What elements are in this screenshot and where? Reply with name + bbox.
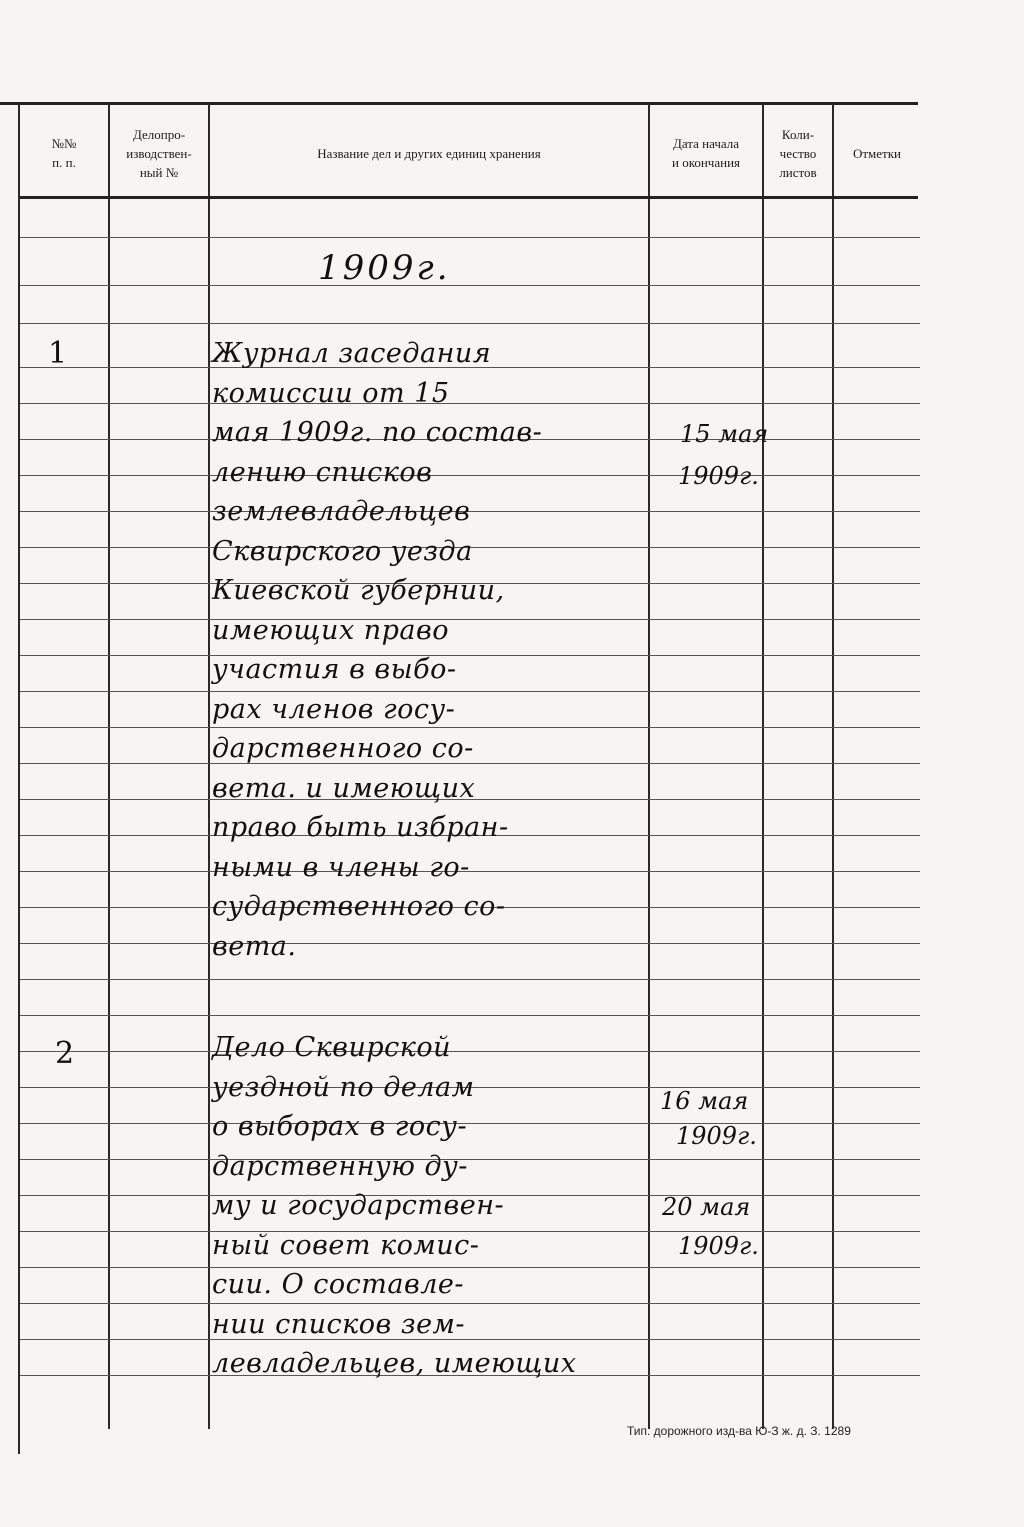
description-line: Журнал заседания — [212, 338, 492, 369]
ruled-line — [20, 1159, 920, 1160]
description-line: Сквирского уезда — [212, 535, 473, 567]
description-line: уездной по делам — [212, 1071, 475, 1103]
ruled-line — [20, 619, 920, 620]
header-sheet-count: Коли- чество листов — [779, 126, 817, 180]
header-title: Название дел и других единиц хранения — [317, 145, 541, 161]
ruled-line — [20, 1123, 920, 1124]
entry-number: 2 — [55, 1036, 75, 1071]
printer-imprint: Тип. дорожного изд-ва Ю-З ж. д. З. 1289 — [627, 1424, 851, 1438]
description-line: левладельцев, имеющих — [212, 1348, 577, 1379]
entry-date: 1909г. — [676, 1122, 757, 1150]
entry-number: 1 — [48, 336, 68, 371]
ruled-line — [20, 475, 920, 476]
description-line: Дело Сквирской — [212, 1032, 452, 1063]
description-line: дарственного со- — [212, 733, 474, 764]
description-line: сии. О составле- — [212, 1269, 464, 1300]
description-line: ными в члены го- — [212, 851, 470, 883]
ruled-line — [20, 323, 920, 324]
description-line: дарственную ду- — [212, 1150, 468, 1182]
ruled-line — [20, 943, 920, 944]
table-top-border — [0, 102, 918, 105]
entry-date: 20 мая — [662, 1193, 751, 1221]
ruled-line — [20, 237, 920, 238]
header-dates: Дата начала и окончания — [671, 136, 741, 170]
description-line: вета. — [212, 930, 297, 962]
header-bottom-border — [20, 196, 918, 199]
description-line: ный совет комис- — [212, 1229, 480, 1261]
ruled-line — [20, 1051, 920, 1052]
description-line: Киевской губернии, — [212, 575, 505, 606]
ruled-line — [20, 655, 920, 656]
description-line: нии списков зем- — [212, 1308, 466, 1340]
entry-date: 16 мая — [660, 1087, 749, 1115]
ruled-line — [20, 691, 920, 692]
ruled-line — [20, 1015, 920, 1016]
description-line: участия в выбо- — [212, 654, 457, 685]
description-line: рах членов госу- — [212, 693, 456, 725]
description-line: вета. и имеющих — [212, 772, 476, 804]
header-office-number: Делопро- изводствен- ный № — [126, 126, 192, 180]
description-line: лению списков — [212, 456, 433, 488]
description-line: сударственного со- — [212, 891, 506, 922]
ruled-line — [20, 1339, 920, 1340]
ruled-line — [20, 727, 920, 728]
description-line: мая 1909г. по состав- — [212, 417, 543, 448]
ruled-line — [20, 871, 920, 872]
ruled-line — [20, 285, 920, 286]
ruled-line — [20, 1303, 920, 1304]
description-line: му и государствен- — [212, 1190, 505, 1221]
header-number: №№ п. п. — [51, 136, 77, 170]
description-line: право быть избран- — [212, 812, 509, 843]
header-notes: Отметки — [852, 145, 902, 161]
ruled-line — [20, 1267, 920, 1268]
description-line: о выборах в госу- — [212, 1111, 468, 1142]
ruled-line — [20, 979, 920, 980]
table-left-border — [18, 104, 20, 1454]
entry-date: 1909г. — [678, 1232, 759, 1260]
entry-date: 1909г. — [678, 462, 759, 490]
entry-date: 15 мая — [680, 420, 769, 448]
year-heading: 1909г. — [318, 248, 451, 288]
description-line: землевладельцев — [212, 496, 471, 527]
ruled-line — [20, 403, 920, 404]
description-line: комиссии от 15 — [212, 377, 450, 409]
description-line: имеющих право — [212, 614, 449, 646]
